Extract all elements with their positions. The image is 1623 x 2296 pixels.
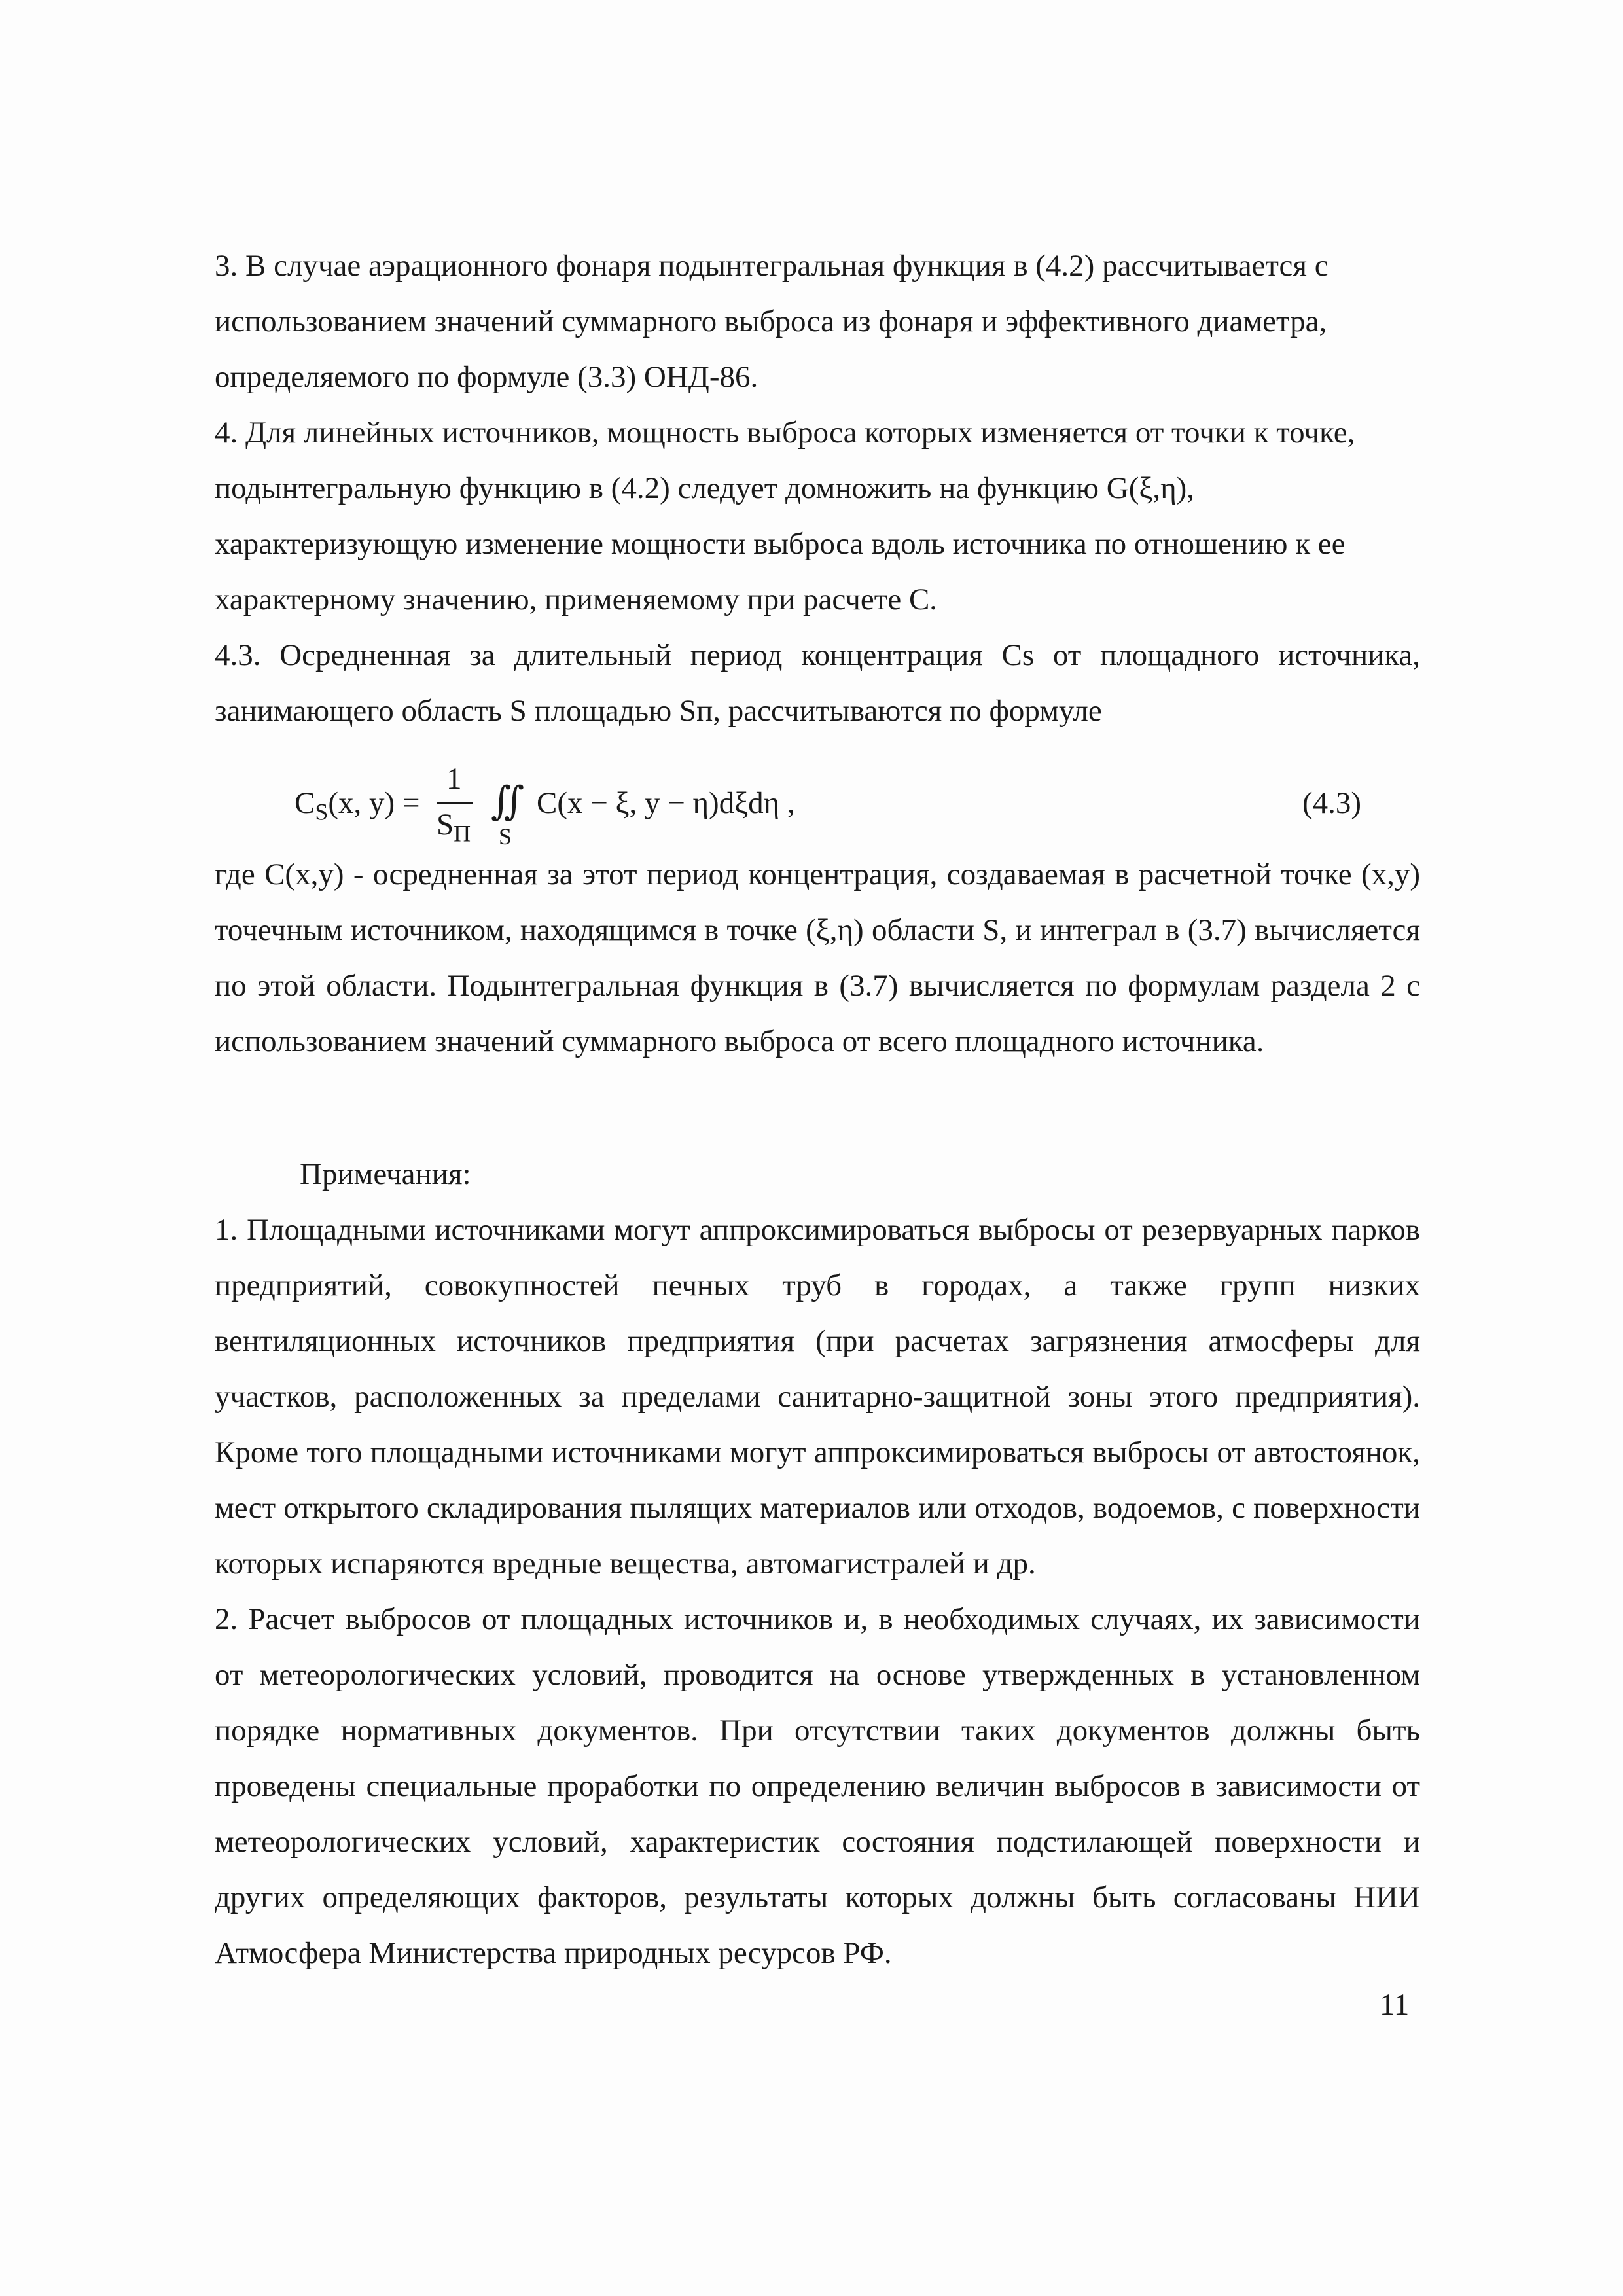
note-1: 1. Площадными источниками могут аппроксимироваться выбросы от резервуарных парков предприятий, совокупностей печных труб в городах, а также групп низких вентиляционных источников предприятия (при расчетах загрязнения атмосферы для участков, расположенных за пределами санитарно-защитной зоны этого предприятия). Кроме того площадными источниками могут аппроксимироваться выбросы от автостоянок, мест открытого складирования пылящих материалов или отходов, водоемов, с поверхности которых испаряются вредные вещества, автомагистралей и др. — [215, 1213, 1420, 1581]
formula-lhs-subscript: S — [315, 798, 329, 825]
mid-text-block — [215, 847, 1420, 1069]
integral-region: S — [499, 823, 512, 850]
formula-numerator: 1 — [446, 762, 462, 796]
double-integral-sign: ∬ — [491, 780, 525, 823]
paragraph-aeration-lantern: 3. В случае аэрационного фонаря подынтегральная функция в (4.2) рассчитывается с использованием значений суммарного выброса из фонаря и эффективного диаметра, определяемого по формуле (3.3) ОНД-86. — [215, 249, 1329, 394]
paragraph-explanation: где C(x,y) - осредненная за этот период концентрация, создаваемая в расчетной точке (x,y) точечным источником, находящимся в точке (ξ,η) области S, и интеграл в (3.7) вычисляется по этой области. Подынтегральная функция в (3.7) вычисляется по формулам раздела 2 с использованием значений суммарного выброса от всего площадного источника. — [215, 857, 1420, 1058]
formula-lhs-args: (x, y) = — [328, 786, 420, 820]
fraction-bar — [437, 802, 473, 804]
paragraph-linear-sources: 4. Для линейных источников, мощность выброса которых изменяется от точки к точке, подынтегральную функцию в (4.2) следует домножить на функцию G(ξ,η), характеризующую изменение мощности выброса вдоль источника по отношению к ее характерному значению, применяемому при расчете С. — [215, 416, 1355, 617]
formula-lhs-symbol: C — [294, 786, 315, 820]
notes-block — [215, 1202, 1420, 1981]
top-text-block — [215, 238, 1420, 739]
formula-denominator-symbol: S — [437, 808, 454, 842]
formula-lhs — [294, 785, 419, 825]
notes-heading: Примечания: — [300, 1157, 471, 1191]
formula-denominator-subscript: П — [454, 820, 471, 847]
note-2: 2. Расчет выбросов от площадных источников и, в необходимых случаях, их зависимости от метеорологических условий, проводится на основе утвержденных в установленном порядке нормативных документов. При отсутствии таких документов должны быть проведены специальные проработки по определению величин выбросов в зависимости от метеорологических условий, характеристик состояния подстилающей поверхности и других определяющих факторов, результаты которых должны быть согласованы НИИ Атмосфера Министерства природных ресурсов РФ. — [215, 1602, 1420, 1970]
paragraph-4-3: 4.3. Осредненная за длительный период концентрация Cs от площадного источника, занимающего область S площадью Sп, рассчитываются по формуле — [215, 638, 1420, 728]
page-number: 11 — [1380, 1988, 1410, 2022]
formula-number: (4.3) — [1302, 786, 1362, 820]
formula-denominator — [437, 807, 471, 847]
formula-integrand: C(x − ξ, y − η)dξdη , — [537, 786, 795, 820]
